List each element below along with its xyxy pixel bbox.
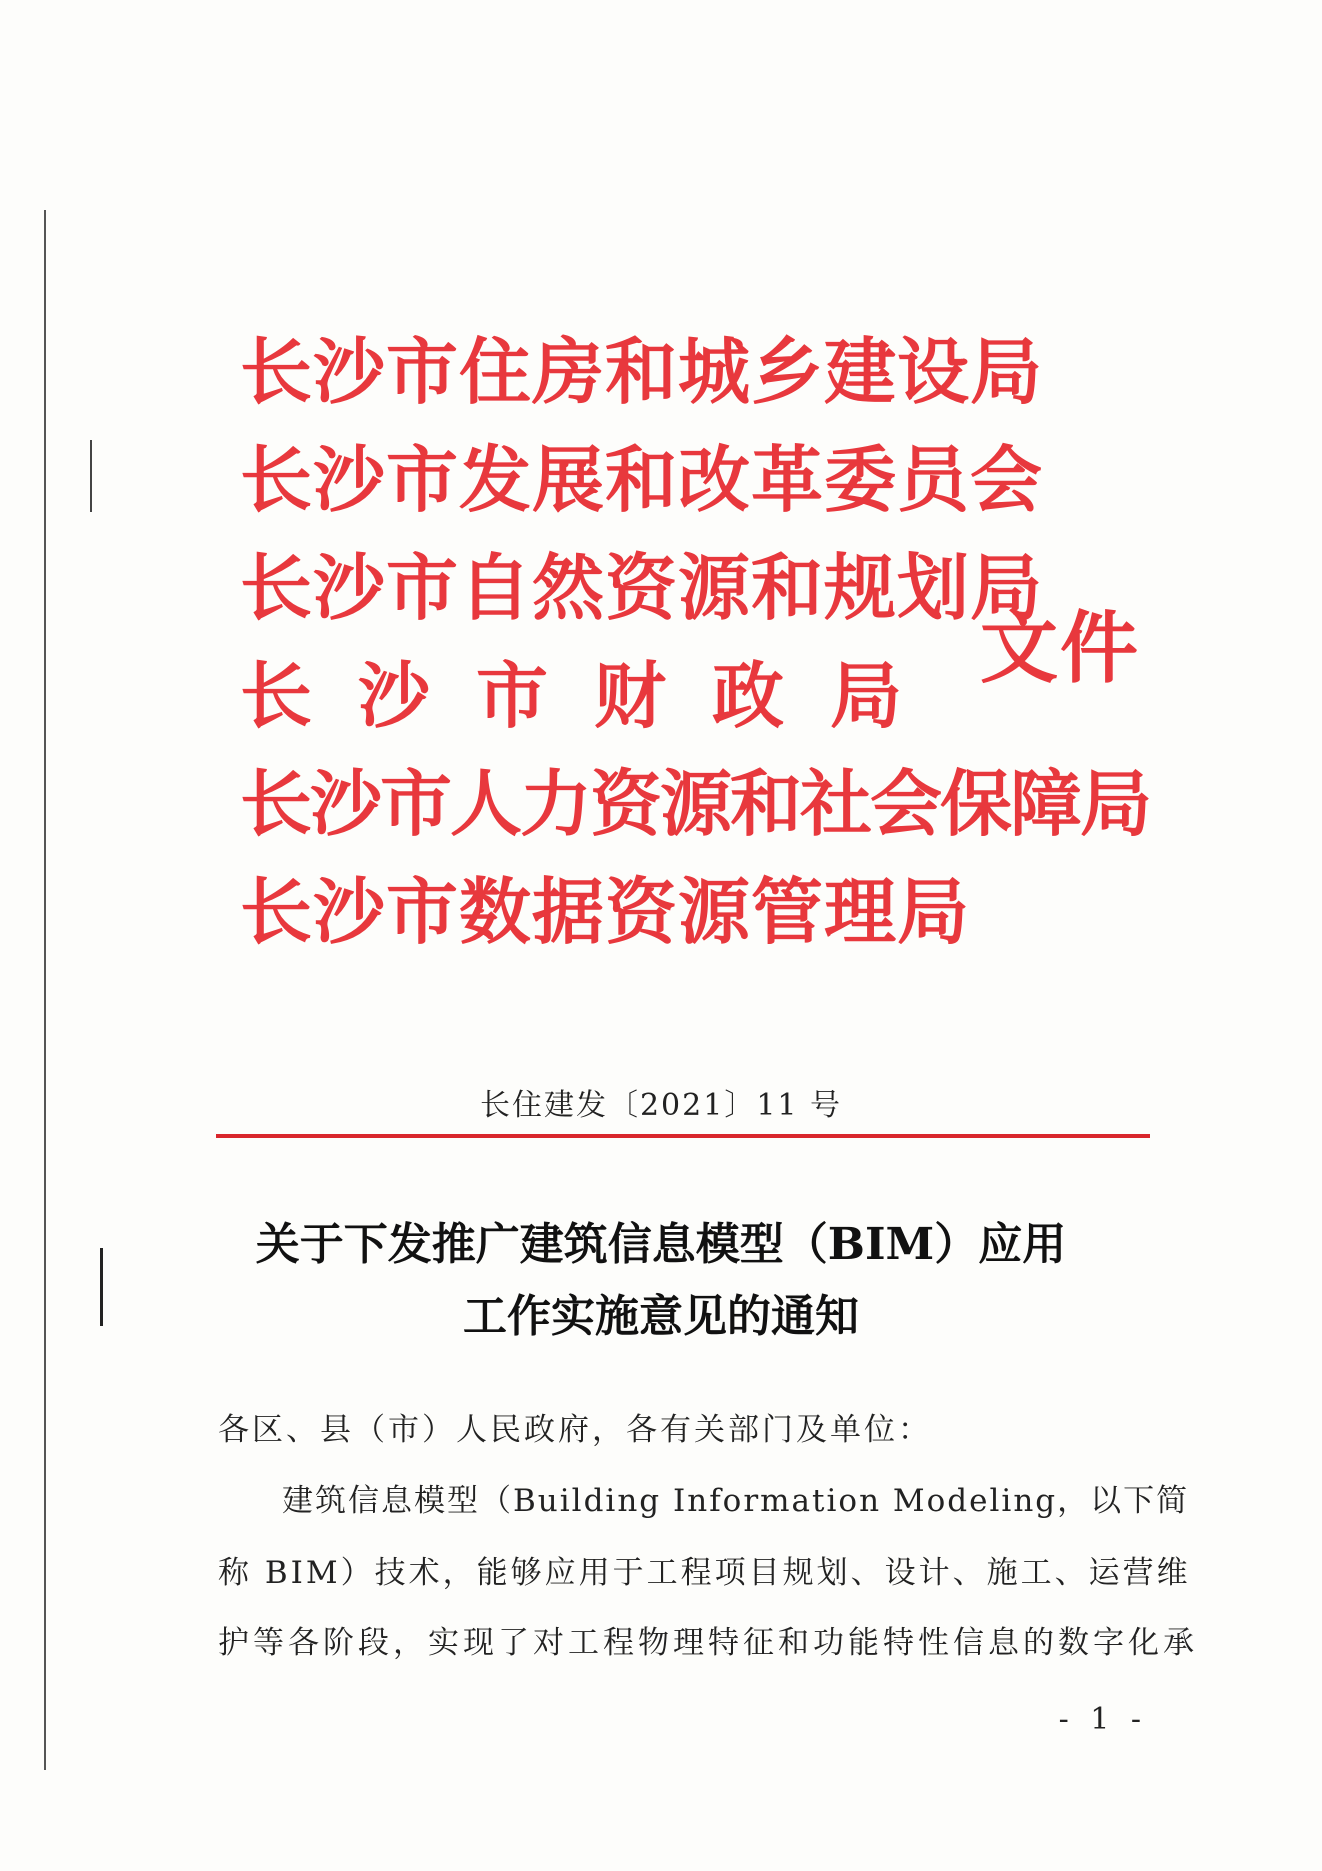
scan-edge-mark bbox=[44, 210, 46, 1770]
red-divider-rule bbox=[216, 1134, 1150, 1138]
body-text-line: 护等各阶段，实现了对工程物理特征和功能特性信息的数字化承 bbox=[218, 1625, 1198, 1661]
document-title-line1: 关于下发推广建筑信息模型（BIM）应用 bbox=[255, 1219, 1067, 1270]
document-title-line2: 工作实施意见的通知 bbox=[463, 1291, 859, 1342]
document-number: 长住建发〔2021〕11 号 bbox=[479, 1088, 843, 1123]
issuer-line: 长沙市财政局 bbox=[240, 653, 949, 738]
body-text-line: 建筑信息模型（Building Information Modeling，以下简 bbox=[282, 1483, 1190, 1519]
issuer-line: 长沙市住房和城乡建设局 bbox=[240, 329, 1044, 414]
binding-mark bbox=[90, 440, 92, 512]
page-number: - 1 - bbox=[1058, 1702, 1147, 1737]
issuer-line: 长沙市自然资源和规划局 bbox=[240, 545, 1044, 630]
issuer-line: 长沙市人力资源和社会保障局 bbox=[240, 761, 1151, 846]
issuer-line: 长沙市发展和改革委员会 bbox=[240, 437, 1044, 522]
salutation: 各区、县（市）人民政府，各有关部门及单位： bbox=[218, 1412, 932, 1448]
issuer-line: 长沙市数据资源管理局 bbox=[240, 869, 971, 954]
body-text-line: 称 BIM）技术，能够应用于工程项目规划、设计、施工、运营维 bbox=[218, 1555, 1191, 1591]
document-suffix: 文件 bbox=[980, 603, 1141, 694]
